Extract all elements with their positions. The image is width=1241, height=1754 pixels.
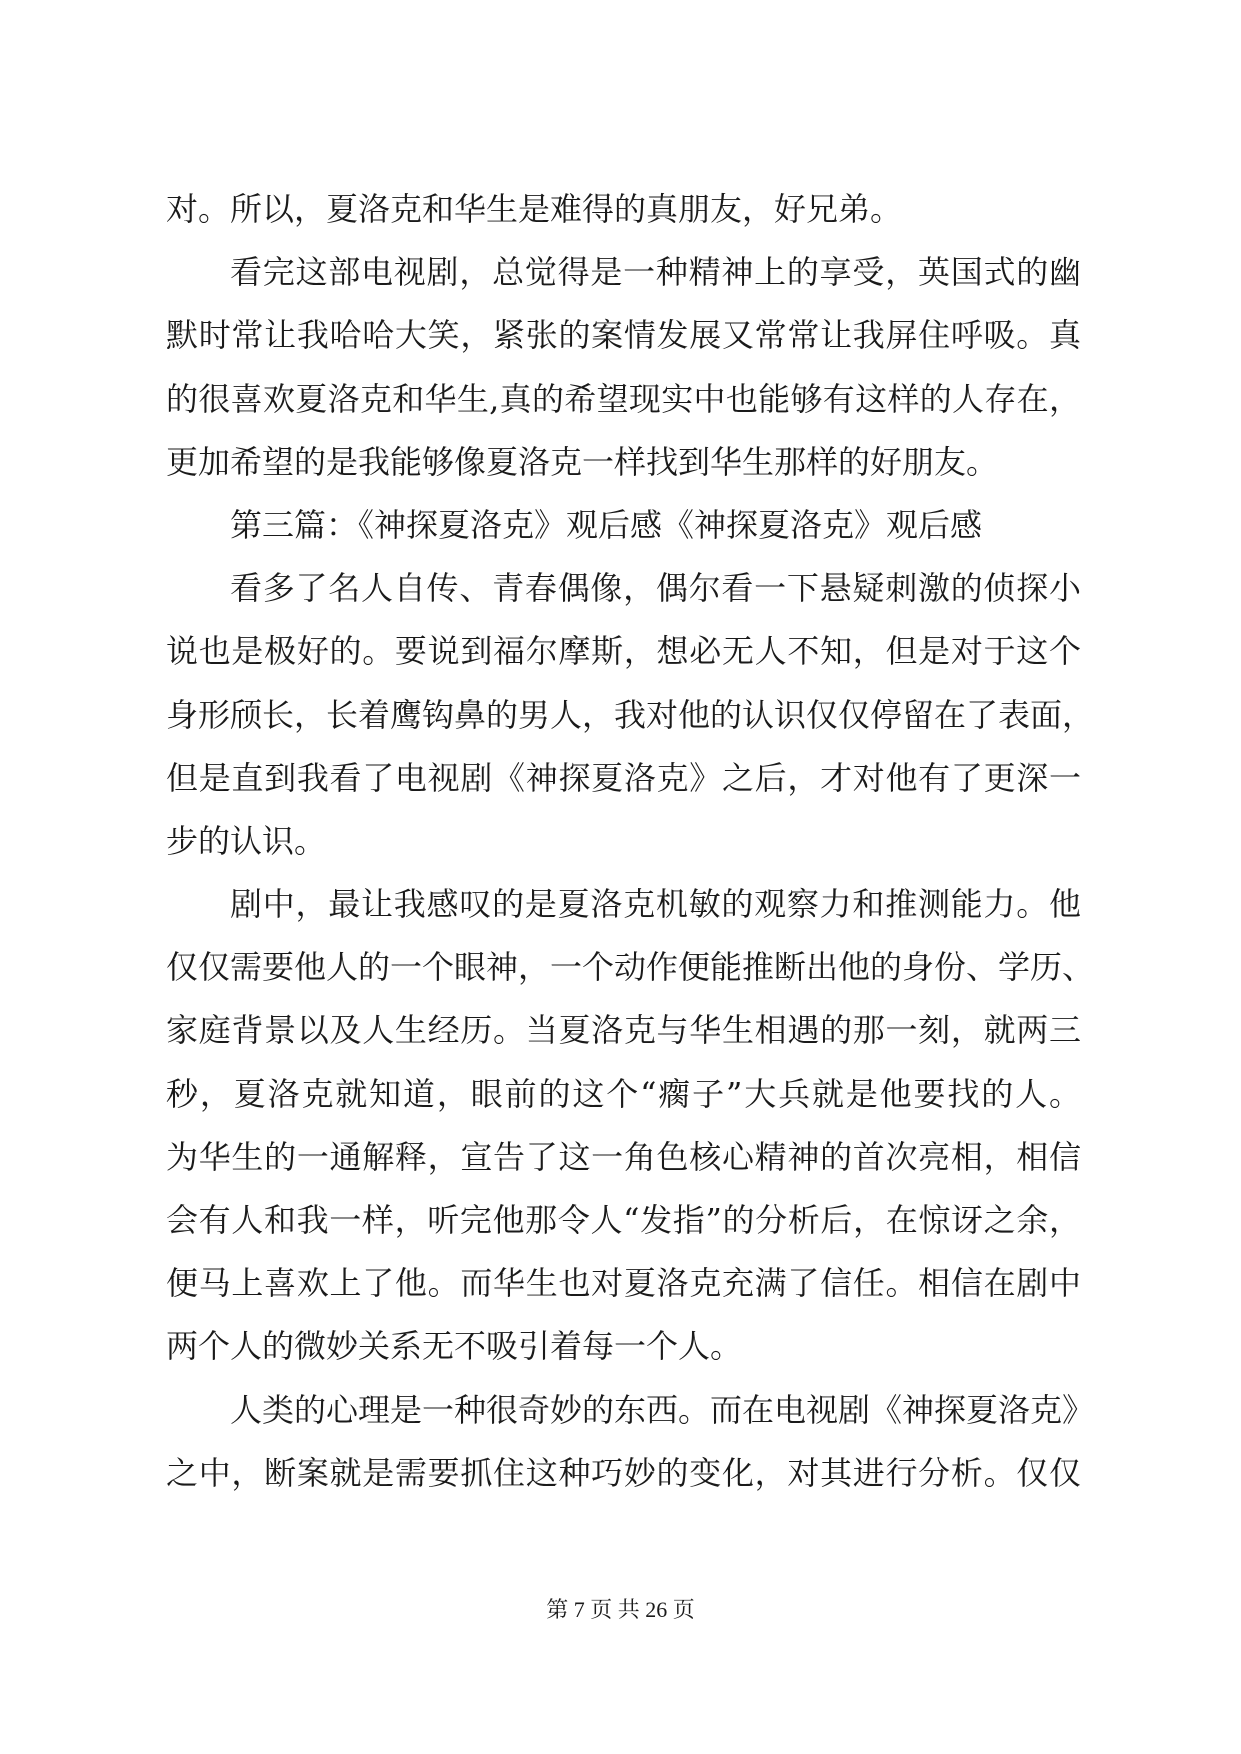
section-heading: 第三篇：《神探夏洛克》观后感《神探夏洛克》观后感 (230, 505, 983, 544)
text-line: 会有人和我一样，听完他那令人“发指”的分析后，在惊讶之余， (166, 1201, 1081, 1239)
text-line: 说也是极好的。要说到福尔摩斯，想必无人不知，但是对于这个 (166, 632, 1081, 671)
page-number-footer: 第 7 页 共 26 页 (546, 1597, 695, 1622)
text-line: 为华生的一通解释，宣告了这一角色核心精神的首次亮相，相信 (166, 1137, 1081, 1176)
document-body (166, 178, 1095, 1505)
text-line: 剧中，最让我感叹的是夏洛克机敏的观察力和推测能力。他 (230, 885, 1081, 924)
text-line: 两个人的微妙关系无不吸引着每一个人。 (166, 1327, 743, 1366)
text-line: 仅仅需要他人的一个眼神，一个动作便能推断出他的身份、学历、 (166, 948, 1095, 987)
text-line: 之中，断案就是需要抓住这种巧妙的变化，对其进行分析。仅仅 (166, 1453, 1081, 1492)
text-line: 但是直到我看了电视剧《神探夏洛克》之后，才对他有了更深一 (166, 758, 1081, 797)
text-line: 秒，夏洛克就知道，眼前的这个“瘸子”大兵就是他要找的人。 (166, 1074, 1081, 1113)
text-line: 默时常让我哈哈大笑，紧张的案情发展又常常让我屏住呼吸。真 (166, 316, 1081, 355)
text-line: 身形颀长，长着鹰钩鼻的男人，我对他的认识仅仅停留在了表面， (166, 695, 1095, 734)
text-line: 家庭背景以及人生经历。当夏洛克与华生相遇的那一刻，就两三 (166, 1011, 1081, 1050)
text-line: 看完这部电视剧，总觉得是一种精神上的享受，英国式的幽 (230, 253, 1081, 292)
text-line: 人类的心理是一种很奇妙的东西。而在电视剧《神探夏洛克》 (230, 1390, 1095, 1429)
text-line: 对。所以，夏洛克和华生是难得的真朋友，好兄弟。 (166, 190, 903, 228)
text-line: 看多了名人自传、青春偶像，偶尔看一下悬疑刺激的侦探小 (230, 569, 1081, 608)
text-line: 步的认识。 (166, 821, 327, 860)
text-line: 更加希望的是我能够像夏洛克一样找到华生那样的好朋友。 (166, 442, 999, 481)
text-line: 的很喜欢夏洛克和华生,真的希望现实中也能够有这样的人存在， (166, 379, 1081, 418)
text-line: 便马上喜欢上了他。而华生也对夏洛克充满了信任。相信在剧中 (166, 1264, 1081, 1303)
